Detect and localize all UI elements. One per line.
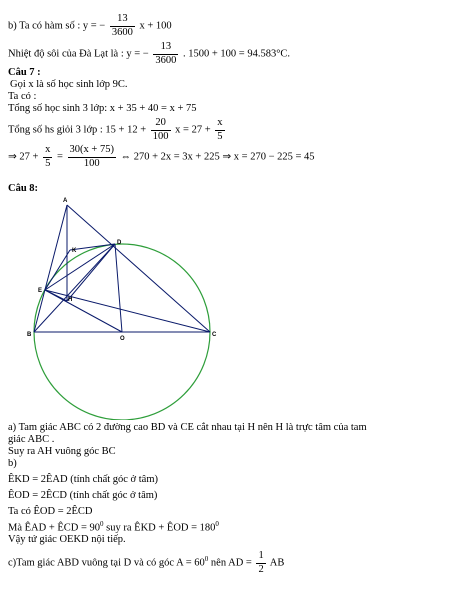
cau8-b-title: b) xyxy=(8,458,17,469)
cau8-a-line1: a) Tam giác ABC có 2 đường cao BD và CE cắt nhau tại H nên H là trực tâm của tam xyxy=(8,422,367,433)
c-fraction xyxy=(256,551,265,575)
cau8-title: Câu 8: xyxy=(8,183,39,194)
b-line4-mid: suy ra ÊKD + ÊOD = 180 xyxy=(103,522,216,534)
label-k: K xyxy=(72,248,77,254)
label-e: E xyxy=(38,288,43,294)
segment-ac xyxy=(67,205,210,332)
c-mid: nên AD = xyxy=(208,557,252,569)
part-b-tail: x + 100 xyxy=(139,20,172,32)
cau8-b-line4 xyxy=(8,521,219,534)
c-tail: AB xyxy=(269,557,285,569)
cau8-b-line3: Ta có ÊOD = 2ÊCD xyxy=(8,506,93,517)
fraction-denominator: 100 xyxy=(152,130,169,142)
cau7-line5-tail: ⇔ 270 + 2x = 3x + 225 ⇒ x = 270 − 225 = 45 xyxy=(120,151,315,163)
cau8-b-line5: Vậy tứ giác OEKD nội tiếp. xyxy=(8,534,126,545)
degree-sup: 0 xyxy=(204,554,209,563)
label-c: C xyxy=(212,332,217,338)
segment-ke xyxy=(45,250,70,290)
fraction-numerator: 20 xyxy=(151,118,171,131)
cau7-line4-pre: Tổng số hs giỏi 3 lớp : 15 + 12 + xyxy=(8,124,147,136)
fraction-numerator: 1 xyxy=(256,551,265,564)
fraction-numerator: x xyxy=(215,118,224,131)
degree-sup: 0 xyxy=(100,520,104,528)
fraction-denominator: 5 xyxy=(45,157,51,169)
fraction-numerator: 30(x + 75) xyxy=(68,145,116,158)
fraction-numerator: 13 xyxy=(110,14,135,27)
fraction-denominator: 2 xyxy=(258,563,264,575)
label-d: D xyxy=(117,240,122,246)
cau7-line5-eq: = xyxy=(56,151,63,163)
part-b-heading: b) Ta có hàm số : y = − xyxy=(8,20,106,32)
dalat-text: Nhiệt độ sôi của Đà Lạt là : y = − xyxy=(8,48,149,60)
dalat-tail: . 1500 + 100 = 94.583°C. xyxy=(182,48,291,60)
fraction-denominator: 100 xyxy=(83,157,100,169)
segment-ab xyxy=(34,205,67,332)
cau7-title: Câu 7 : xyxy=(8,67,41,78)
fraction-denominator: 3600 xyxy=(111,26,133,38)
cau7-line3: Tổng số học sinh 3 lớp: x + 35 + 40 = x + 75 xyxy=(8,103,197,114)
b-line4-pre: Mà ÊAD + ÊCD = 90 xyxy=(8,522,101,534)
fraction-denominator: 3600 xyxy=(155,54,177,66)
label-o: O xyxy=(120,336,125,342)
segment-eh xyxy=(45,290,67,301)
cau7-line4-mid: x = 27 + xyxy=(175,124,211,136)
c-pre: c)Tam giác ABD vuông tại D và có góc A = 60 xyxy=(8,557,205,569)
label-a: A xyxy=(63,198,68,204)
cau8-c-line xyxy=(8,551,284,575)
label-h: H xyxy=(68,297,73,303)
degree-sup: 0 xyxy=(215,520,219,528)
cau8-b-line2: ÊOD = 2ÊCD (tính chất góc ở tâm) xyxy=(8,490,158,501)
label-b: B xyxy=(27,332,32,338)
fraction-numerator: 13 xyxy=(153,42,178,55)
segment-od xyxy=(115,244,122,332)
cau7-line1: Gọi x là số học sinh lớp 9C. xyxy=(10,79,128,90)
fraction-numerator: x xyxy=(43,145,52,158)
cau8-a-line2: giác ABC . xyxy=(8,434,55,445)
cau8-b-line1: ÊKD = 2ÊAD (tính chất góc ở tâm) xyxy=(8,474,158,485)
cau7-line2: Ta có : xyxy=(8,91,37,102)
fraction-denominator: 5 xyxy=(217,130,223,142)
cau8-a-line3: Suy ra AH vuông góc BC xyxy=(8,446,116,457)
cau7-line5-pre: ⇒ 27 + xyxy=(8,151,39,163)
